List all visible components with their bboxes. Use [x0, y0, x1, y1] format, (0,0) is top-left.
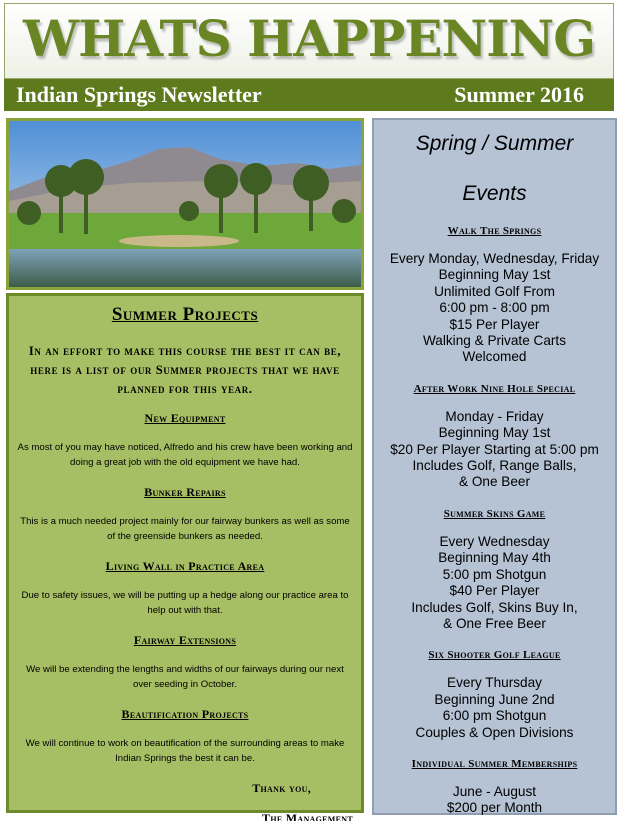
- event-heading: Summer Skins Game: [443, 507, 546, 520]
- project-text: Due to safety issues, we will be putting up a hedge along our practice area to help out with that.: [21, 590, 349, 616]
- event-line: Beginning May 1st: [438, 425, 551, 441]
- event-heading: Individual Summer Memberships: [411, 757, 578, 770]
- event-line: Every Thursday: [447, 675, 542, 691]
- event-line: Beginning May 1st: [438, 267, 551, 283]
- event-line: Beginning May 4th: [438, 550, 551, 566]
- event-line: Beginning June 2nd: [434, 691, 555, 707]
- signoff-management: The Management: [262, 811, 353, 821]
- project-heading: Beautification Projects: [121, 707, 249, 721]
- event-details: [374, 675, 615, 741]
- event-line: Welcomed: [462, 349, 527, 365]
- events-title: Spring / Summer: [415, 132, 574, 155]
- project-heading: New Equipment: [144, 411, 226, 425]
- event-details: [374, 251, 615, 366]
- newsletter-name: Indian Springs Newsletter: [16, 82, 262, 107]
- event-line: Walking & Private Carts: [422, 333, 567, 349]
- event-line: & One Free Beer: [443, 615, 546, 631]
- event-heading: Six Shooter Golf League: [428, 649, 561, 662]
- event-line: Monday - Friday: [445, 408, 544, 424]
- project-text: This is a much needed project mainly for our fairway bunkers as well as some of the greenside bunkers as needed.: [20, 516, 350, 542]
- golf-course-photo: [6, 118, 364, 290]
- project-text: We will be extending the lengths and widths of our fairways during our next over seeding in October.: [26, 664, 344, 690]
- event-line: Unlimited Golf From: [434, 283, 555, 299]
- event-line: Includes Golf, Skins Buy In,: [411, 599, 578, 615]
- event-details: [374, 534, 615, 632]
- event-line: $200 per Month: [446, 800, 543, 816]
- event-line: Every Monday, Wednesday, Friday: [389, 251, 600, 266]
- project-text: As most of you may have noticed, Alfredo and his crew have been working and doing a great job with the old equipment we have had.: [17, 442, 353, 468]
- project-heading: Living Wall in Practice Area: [105, 559, 265, 573]
- event-line: $40 Per Player: [449, 583, 540, 599]
- masthead: [4, 3, 614, 79]
- summer-projects-panel: [6, 293, 364, 821]
- event-details: [374, 784, 615, 817]
- signoff-thanks: Thank you,: [252, 781, 311, 795]
- summer-projects-title: Summer Projects: [111, 304, 259, 325]
- newsletter-title: WHATS HAPPENING: [22, 9, 595, 68]
- event-line: $15 Per Player: [449, 316, 540, 332]
- event-line: Couples & Open Divisions: [415, 724, 574, 740]
- event-heading: After Work Nine Hole Special: [413, 382, 576, 395]
- newsletter-banner: [4, 79, 614, 111]
- event-line: 5:00 pm Shotgun: [442, 566, 547, 582]
- event-heading: Walk The Springs: [447, 225, 542, 237]
- summer-projects-intro: In an effort to make this course the best it can be, here is a list of our Summer projects that we have planned for this year.: [28, 344, 342, 396]
- project-text: We will continue to work on beautification of the surrounding areas to make Indian Springs the best it can be.: [25, 738, 345, 764]
- project-heading: Bunker Repairs: [144, 485, 226, 499]
- event-line: 6:00 pm Shotgun: [442, 708, 547, 724]
- issue-label: Summer 2016: [454, 82, 584, 107]
- event-line: Every Wednesday: [439, 533, 550, 549]
- project-heading: Fairway Extensions: [133, 633, 237, 647]
- events-panel: [372, 118, 617, 815]
- event-line: 6:00 pm - 8:00 pm: [439, 300, 550, 316]
- event-line: Includes Golf, Range Balls,: [412, 458, 577, 474]
- events-subtitle: Events: [462, 182, 527, 205]
- event-details: [374, 409, 615, 491]
- golf-course-image-icon: [9, 121, 361, 287]
- event-line: June - August: [452, 783, 537, 799]
- event-line: & One Beer: [458, 474, 531, 490]
- event-line: $20 Per Player Starting at 5:00 pm: [390, 441, 599, 457]
